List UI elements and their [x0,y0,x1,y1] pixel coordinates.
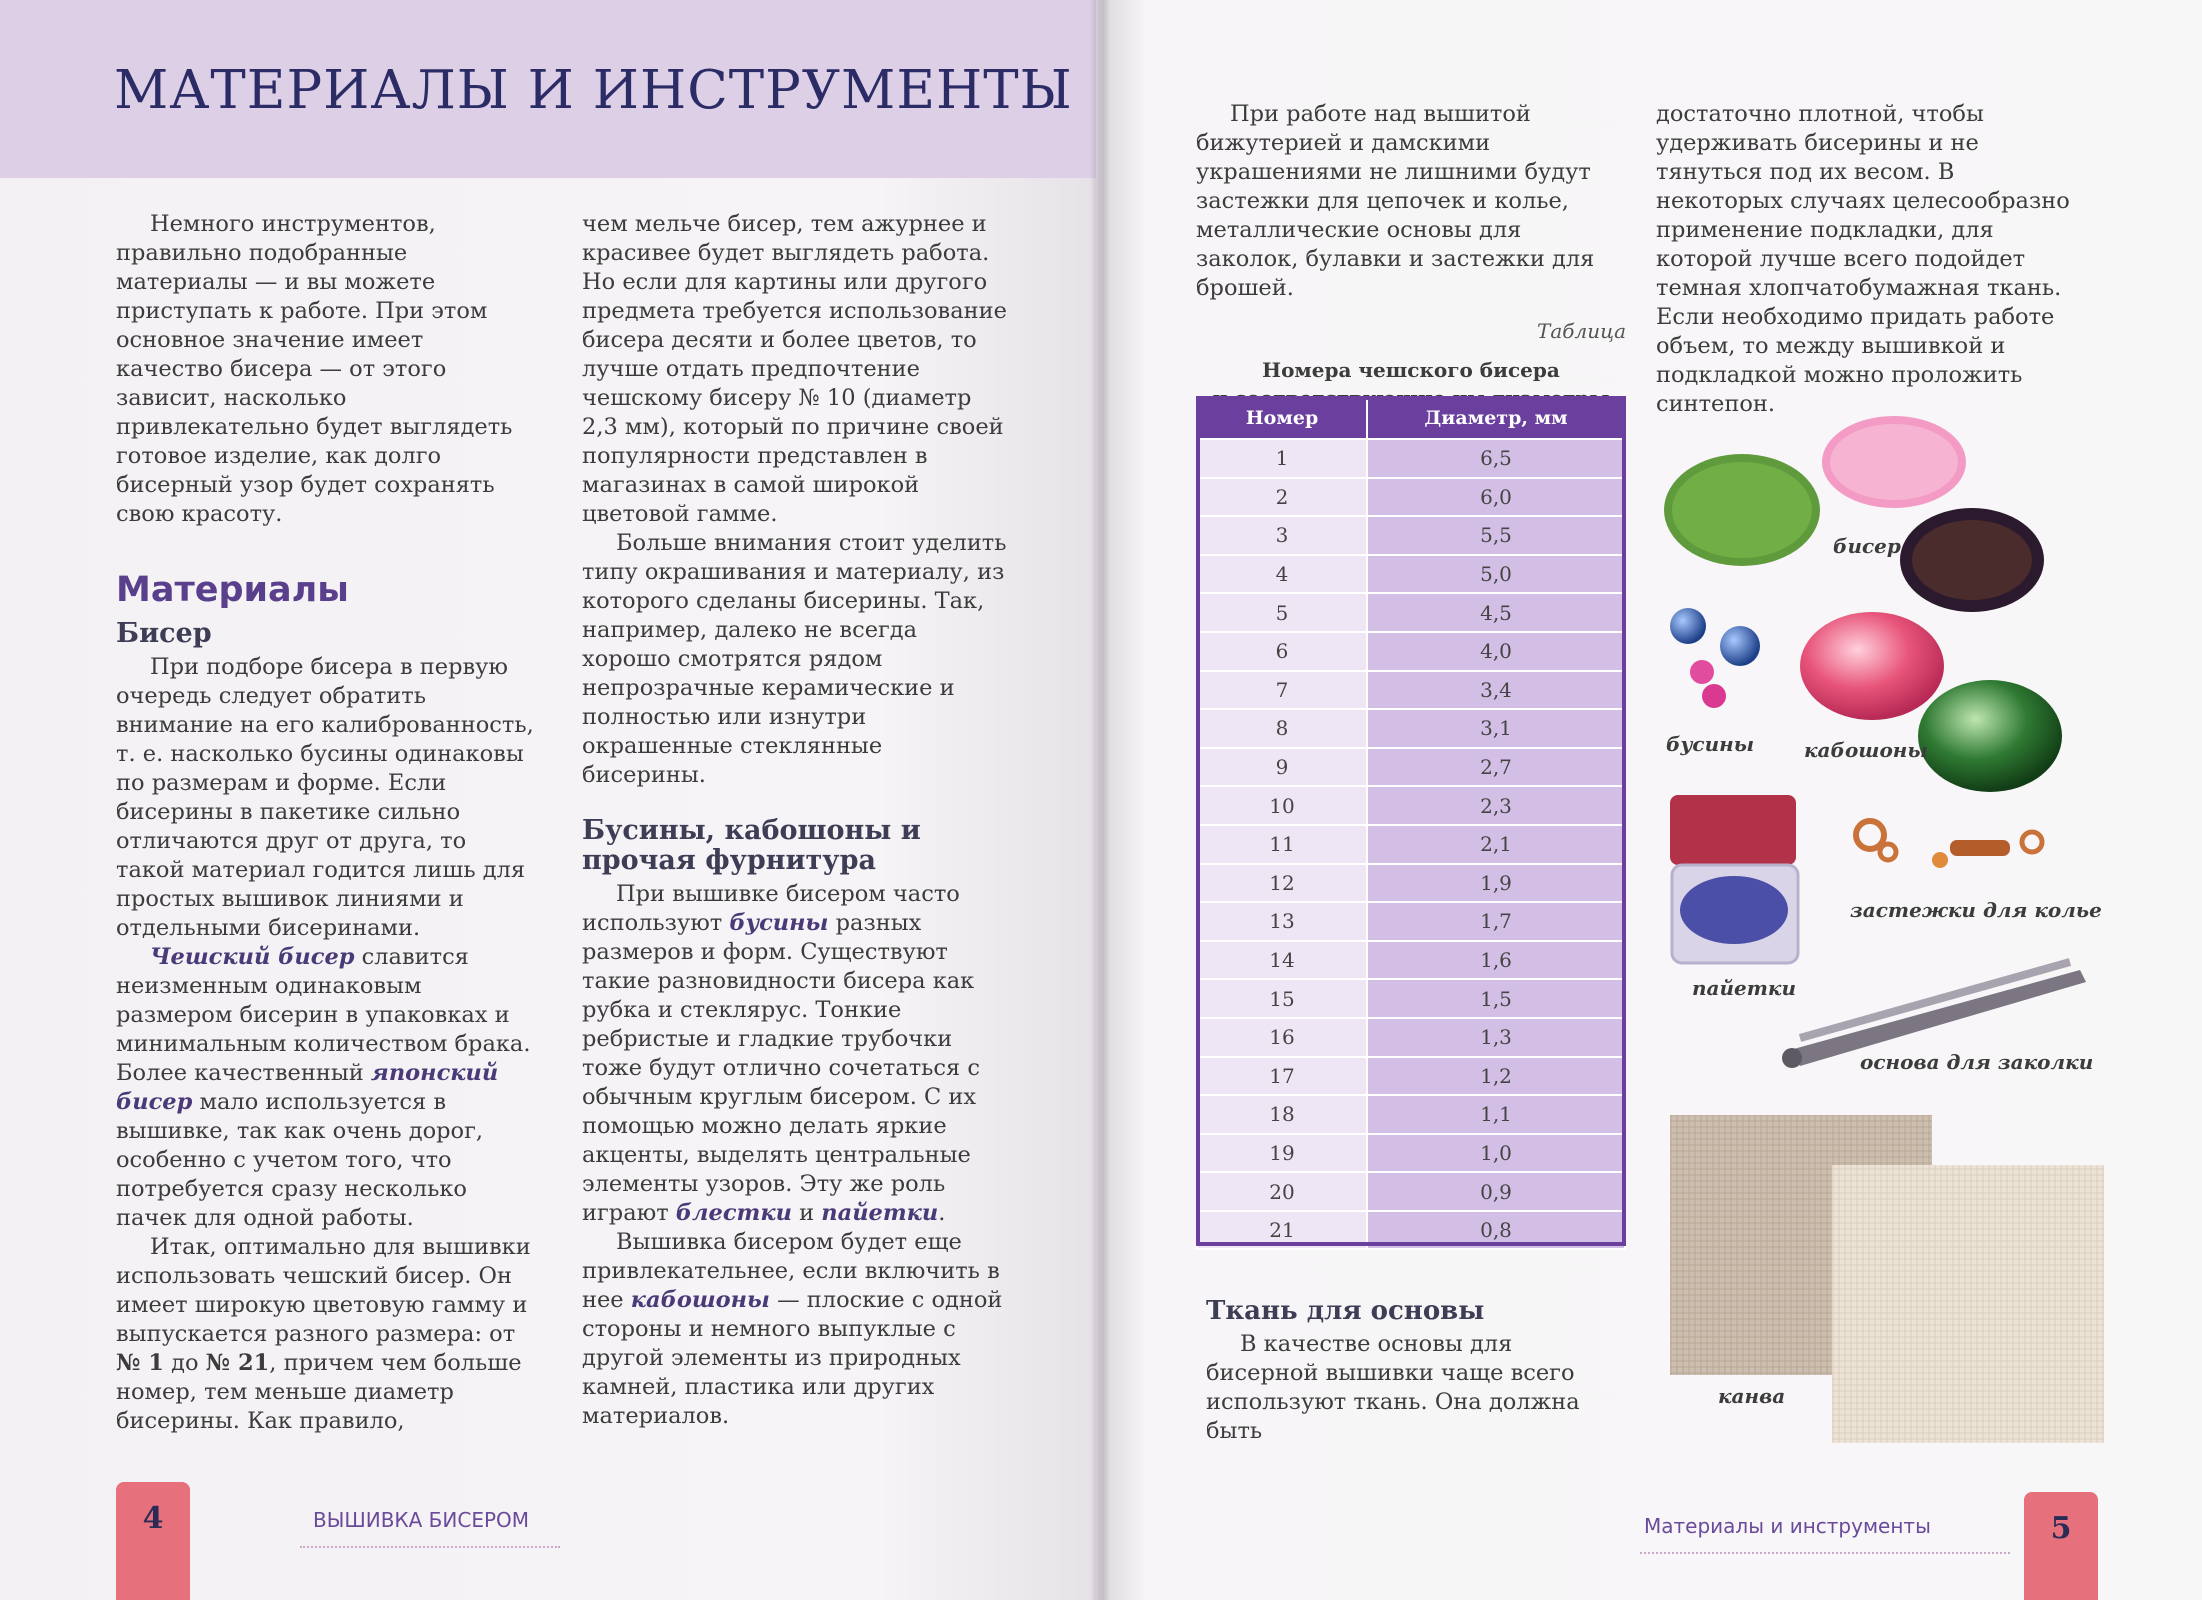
blue-bead-2 [1720,626,1760,666]
table-row [1197,786,1625,825]
table-cell-number: 18 [1197,1095,1367,1134]
table-row [1197,1134,1625,1173]
dark-seed-beads [1900,508,2044,612]
left-column-2 [582,210,1012,1431]
subheading-fabric: Ткань для основы [1206,1296,1485,1326]
col2-paragraph-4 [582,1228,1012,1431]
table-header-row [1197,397,1625,439]
table-cell-number: 6 [1197,632,1367,671]
keyword-blestki: блестки [675,1200,792,1226]
chapter-title: МАТЕРИАЛЫ И ИНСТРУМЕНТЫ [114,60,1073,121]
green-seed-beads [1664,454,1820,566]
running-footer-left: ВЫШИВКА БИСЕРОМ [313,1508,530,1532]
table-cell-diameter: 2,1 [1367,825,1625,864]
footer-rule-right [1640,1552,2010,1554]
table-cell-diameter: 1,2 [1367,1057,1625,1096]
col2-paragraph-3-text: При вышивке бисером часто используют [582,881,960,936]
label-kaboshony: кабошоны [1804,738,1928,762]
table-cell-diameter: 2,3 [1367,786,1625,825]
right-col2-paragraph: достаточно плотной, чтобы удерживать бисерины и не тянуться под их весом. В некоторых случаях целесообразно применение подкладки, для которой лучше всего подойдет темная хлопчатобумажная ткань. Если необходимо придать работе объем, то между вышивкой и подкладкой можно проложить синтепон. [1656,101,2070,417]
keyword-kaboshony: кабошоны [630,1287,770,1313]
table-cell-diameter: 3,1 [1367,709,1625,748]
col2-paragraph-2: Больше внимания стоит уделить типу окрашивания и материалу, из которого сделаны бисерины. Так, например, далеко не всегда хорошо смотрятся рядом непрозрачные керамические и полностью или изнутри окрашенные стеклянные бисерины. [582,530,1007,788]
col2-paragraph-4-text: Вышивка бисером будет еще привлекательнее, если включить в нее [582,1229,1000,1313]
table-cell-number: 10 [1197,786,1367,825]
table-cell-number: 11 [1197,825,1367,864]
necklace-clasps [1856,821,2042,868]
keyword-czech-biser: Чешский бисер [150,944,355,970]
table-row [1197,555,1625,594]
table-cell-diameter: 2,7 [1367,748,1625,787]
label-zastezhki: застежки для колье [1850,898,2102,922]
table-header-diameter: Диаметр, мм [1367,397,1625,439]
table-cell-number: 3 [1197,516,1367,555]
col2-paragraph-3-end: . [938,1200,946,1226]
table-cell-number: 4 [1197,555,1367,594]
subheading-biser: Бисер [116,618,212,649]
table-cell-number: 5 [1197,593,1367,632]
table-row [1197,941,1625,980]
keyword-japanese-biser: японский бисер [116,1060,499,1115]
footer-rule-left [300,1546,560,1548]
subheading-beads-cabochons: Бусины, кабошоны и прочая фурнитура [582,815,921,876]
table-cell-diameter: 1,1 [1367,1095,1625,1134]
table-row [1197,1057,1625,1096]
table-cell-number: 16 [1197,1018,1367,1057]
col2-paragraph-4-tail: — плоские с одной стороны и немного выпуклые с другой элементы из природных камней, пластика или других материалов. [582,1287,1003,1429]
fabric-paragraph: В качестве основы для бисерной вышивки чаще всего используют ткань. Она должна быть [1206,1331,1580,1444]
right-paragraph-1: При работе над вышитой бижутерией и дамскими украшениями не лишними будут застежки для цепочек и колье, металлические основы для заколок, булавки и застежки для брошей. [1196,101,1595,301]
biser-paragraph-3-text: Итак, оптимально для вышивки использовать чешский бисер. Он имеет широкую цветовую гамму и выпускается разного размера: от [116,1234,531,1347]
biser-paragraph-3-to: до [163,1350,206,1376]
table-body [1197,439,1625,1249]
table-label: Таблица [1537,319,1626,343]
book-gutter [1090,0,1110,1600]
table-cell-number: 1 [1197,439,1367,478]
table-cell-diameter: 5,5 [1367,516,1625,555]
table-cell-number: 21 [1197,1211,1367,1250]
table-cell-diameter: 4,0 [1367,632,1625,671]
number-21: № 21 [205,1350,270,1376]
col2-paragraph-1: чем мельче бисер, тем ажурнее и красивее будет выглядеть работа. Но если для картины или другого предмета требуется использование бисера десяти и более цветов, то лучше отдать предпочтение чешскому бисеру № 10 (диаметр 2,3 мм), который по причине своей популярности представлен в магазинах в самой широкой цветовой гамме. [582,211,1007,527]
page-number-tab-right: 5 [2024,1492,2098,1600]
biser-paragraph-3-tail: , причем чем больше номер, тем меньше диаметр бисерины. Как правило, [116,1350,522,1434]
table-row [1197,593,1625,632]
table-cell-number: 9 [1197,748,1367,787]
table-cell-number: 15 [1197,979,1367,1018]
col2-and: и [791,1200,822,1226]
table-cell-diameter: 0,9 [1367,1172,1625,1211]
right-column-2 [1656,100,2086,419]
biser-paragraph-3 [116,1233,536,1436]
table-row [1197,1172,1625,1211]
table-cell-number: 13 [1197,902,1367,941]
table-row [1197,1095,1625,1134]
table-row [1197,825,1625,864]
biser-paragraph-1: При подборе бисера в первую очередь следует обратить внимание на его калиброванность, т. е. насколько бусины одинаковы по размерам и форме. Если бисерины в пакетике сильно отличаются друг от друга, то такой материал годится лишь для простых вышивок линиями и отдельными бисеринами. [116,654,534,941]
table-row [1197,439,1625,478]
table-cell-diameter: 5,0 [1367,555,1625,594]
table-cell-number: 17 [1197,1057,1367,1096]
sequins-box [1670,795,1798,963]
table-row [1197,632,1625,671]
table-row [1197,748,1625,787]
table-row [1197,516,1625,555]
table-row [1197,902,1625,941]
pink-seed-beads [1822,416,1966,508]
table-cell-diameter: 1,6 [1367,941,1625,980]
label-businy: бусины [1666,732,1755,756]
canvas-fabric-front [1832,1165,2104,1443]
table-row [1197,478,1625,517]
table-cell-number: 7 [1197,671,1367,710]
table-row [1197,979,1625,1018]
section-heading-materials: Материалы [116,570,349,610]
table-cell-diameter: 1,0 [1367,1134,1625,1173]
label-kanva: канва [1718,1384,1786,1408]
running-footer-right: Материалы и инструменты [1644,1514,1931,1538]
table-cell-diameter: 1,5 [1367,979,1625,1018]
table-cell-diameter: 1,3 [1367,1018,1625,1057]
table-cell-number: 19 [1197,1134,1367,1173]
table-row [1197,671,1625,710]
table-row [1197,1018,1625,1057]
intro-paragraph: Немного инструментов, правильно подобранные материалы — и вы можете приступать к работе. При этом основное значение имеет качество бисера — от этого зависит, насколько привлекательно будет выглядеть готовое изделие, как долго бисерный узор будет сохранять свою красоту. [116,211,513,527]
table-header-number: Номер [1197,397,1367,439]
table-cell-diameter: 6,5 [1367,439,1625,478]
col2-paragraph-3 [582,880,1012,1228]
materials-photos [1650,410,2190,1450]
label-paietki: пайетки [1692,976,1797,1000]
biser-paragraph-2-tail: мало используется в вышивке, так как очень дорог, особенно с учетом того, что потребуется сразу несколько пачек для одной работы. [116,1089,484,1231]
table-cell-diameter: 3,4 [1367,671,1625,710]
table-cell-number: 12 [1197,864,1367,903]
czech-beads-table [1196,396,1626,1250]
left-column-1 [116,210,536,1436]
label-osnova: основа для заколки [1860,1050,2094,1074]
table-row [1197,864,1625,903]
table-cell-number: 2 [1197,478,1367,517]
label-biser: бисер [1833,534,1901,558]
biser-paragraph-2-text: славится неизменным одинаковым размером бисерин в упаковках и минимальным количеством брака. Более качественный [116,944,531,1086]
blue-bead-1 [1670,608,1706,644]
green-cabochon [1918,680,2062,792]
pink-cabochon [1800,612,1944,720]
table-cell-diameter: 4,5 [1367,593,1625,632]
table-cell-number: 8 [1197,709,1367,748]
table-row [1197,709,1625,748]
page-number-tab-left: 4 [116,1482,190,1600]
number-1: № 1 [116,1350,164,1376]
table-cell-diameter: 6,0 [1367,478,1625,517]
table-title-line-1: Номера чешского бисера [1262,358,1560,382]
keyword-businy: бусины [729,910,829,936]
pink-bead-2 [1702,684,1726,708]
right-column-1 [1196,100,1626,412]
table-cell-diameter: 0,8 [1367,1211,1625,1250]
table-cell-number: 20 [1197,1172,1367,1211]
left-page [0,0,1096,1600]
table-cell-diameter: 1,9 [1367,864,1625,903]
table-cell-diameter: 1,7 [1367,902,1625,941]
table-row [1197,1211,1625,1250]
biser-paragraph-2 [116,943,536,1233]
right-column-1-bottom [1206,1290,1626,1446]
table-cell-number: 14 [1197,941,1367,980]
pink-bead-1 [1690,660,1714,684]
col2-paragraph-3-body: разных размеров и форм. Существуют такие разновидности бисера как рубка и стеклярус. Тонкие ребристые и гладкие трубочки тоже будут отлично сочетаться с обычным круглым бисером. С их помощью можно делать яркие акценты, выделять центральные элементы узоров. Эту же роль играют [582,910,980,1226]
keyword-paietki: пайетки [821,1200,939,1226]
